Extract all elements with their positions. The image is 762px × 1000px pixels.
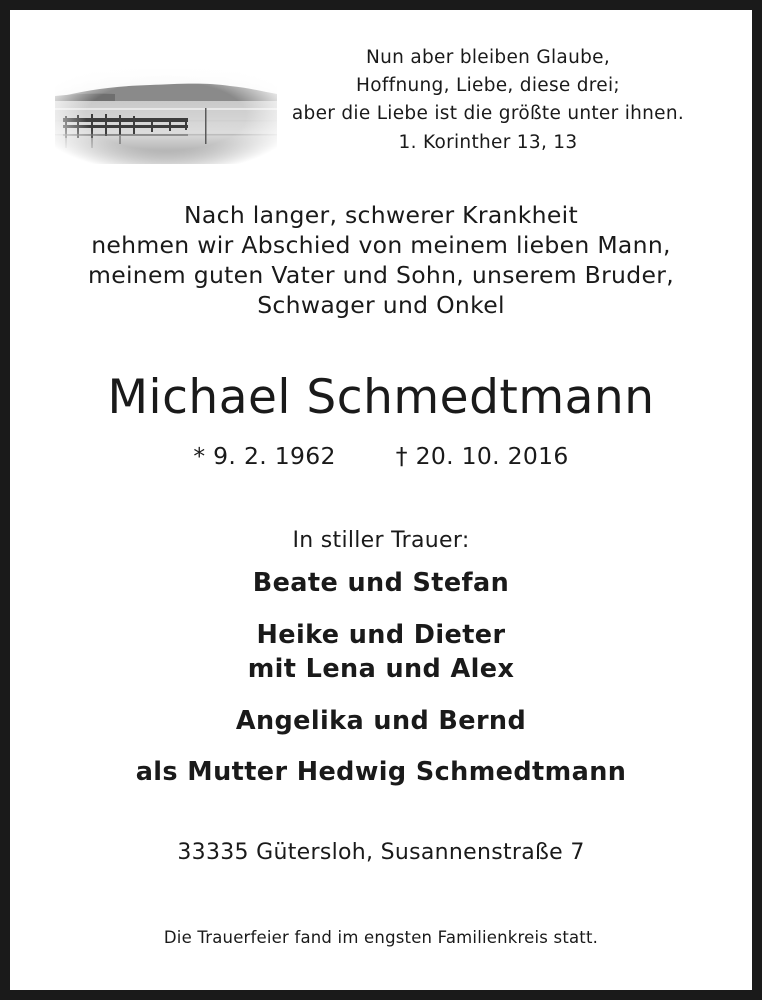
mourner-group (20, 755, 742, 789)
intro-line: Nach langer, schwerer Krankheit (184, 201, 578, 229)
mourner-line: mit Lena und Alex (247, 654, 515, 684)
birth-date: * 9. 2. 1962 (193, 442, 336, 470)
mourner-group (20, 566, 742, 600)
mourners-label: In stiller Trauer: (292, 528, 470, 553)
life-dates (20, 442, 742, 470)
mourner-line: Heike und Dieter (256, 620, 506, 650)
intro-line: Schwager und Onkel (257, 291, 505, 319)
funeral-note: Die Trauerfeier fand im engsten Familienkreis statt. (163, 928, 599, 947)
intro-text (20, 200, 742, 320)
bible-verse (280, 44, 696, 128)
intro-line: nehmen wir Abschied von meinem lieben Mann, (91, 231, 671, 259)
verse-reference: 1. Korinther 13, 13 (398, 132, 578, 153)
mourner-group (20, 618, 742, 686)
verse-line: Hoffnung, Liebe, diese drei; (356, 75, 620, 96)
deceased-name: Michael Schmedtmann (107, 370, 655, 425)
lake-jetty-photo (55, 68, 277, 164)
intro-line: meinem guten Vater und Sohn, unserem Bruder, (88, 261, 674, 289)
mourner-line: Angelika und Bernd (235, 706, 527, 736)
mourner-line: Beate und Stefan (252, 568, 510, 598)
mourner-line: als Mutter Hedwig Schmedtmann (135, 757, 627, 787)
family-address: 33335 Gütersloh, Susannenstraße 7 (177, 840, 585, 865)
verse-line: Nun aber bleiben Glaube, (366, 47, 610, 68)
mourner-group (20, 704, 742, 738)
death-date: † 20. 10. 2016 (395, 442, 569, 470)
verse-line: aber die Liebe ist die größte unter ihnen. (291, 103, 685, 124)
